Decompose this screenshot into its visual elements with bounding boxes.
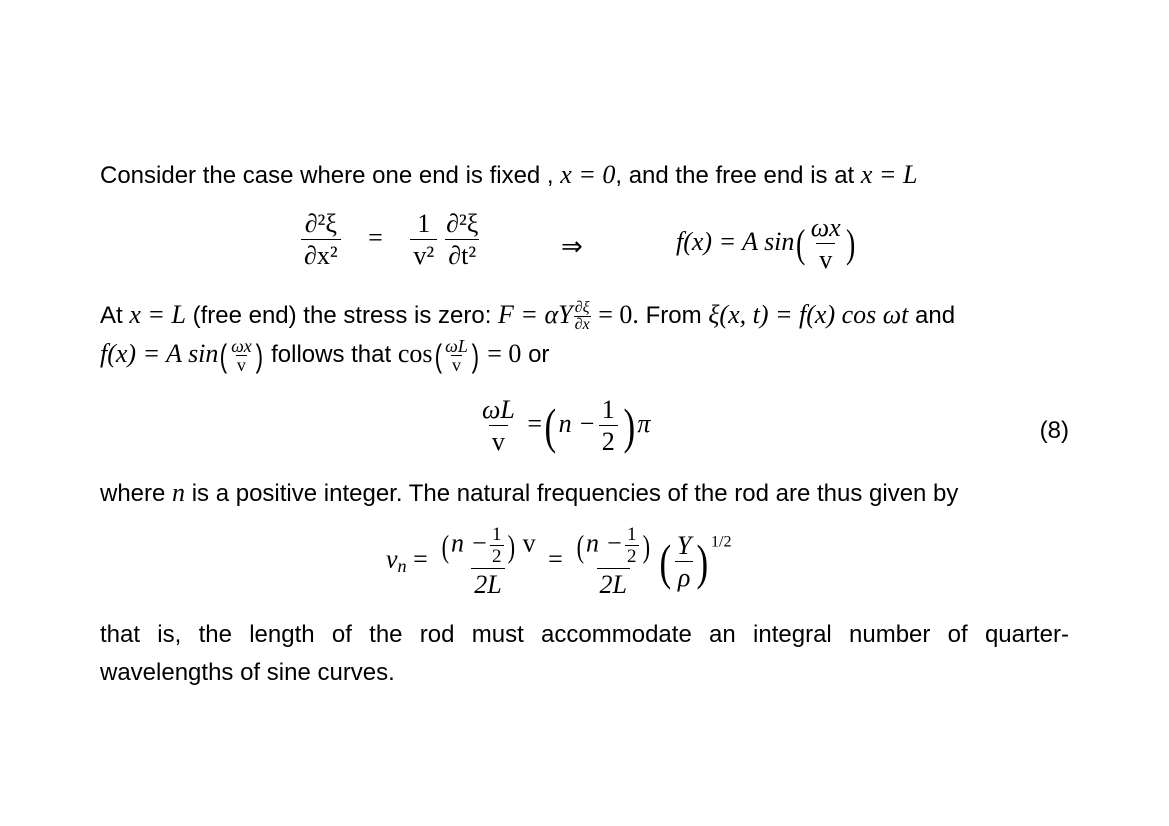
nu-fraction-a (437, 525, 538, 598)
line2-fraction-b (444, 337, 469, 374)
paragraph-intro (100, 160, 917, 191)
nu-a-half-denominator: 2 (492, 546, 502, 567)
line2-math-cos: cos (397, 339, 433, 368)
line2-left-paren-b: ( (434, 337, 442, 374)
ratio-right-paren: ) (696, 533, 709, 590)
line2-right-paren-a: ) (255, 337, 263, 374)
paragraph-conclusion-line2: wavelengths of sine curves. (100, 659, 395, 686)
equation-number-8: (8) (1039, 417, 1069, 444)
equals-sign: = (368, 222, 383, 252)
stress-text-a: At (100, 302, 123, 329)
line2-text-or: or (528, 341, 550, 368)
nu-symbol: ν (386, 544, 398, 574)
eq8-lhs-numerator: ωL (482, 395, 515, 424)
nu-a-right-paren: ) (507, 527, 515, 564)
inv-v2-denominator: v² (410, 239, 437, 269)
right-paren: ) (845, 220, 855, 266)
solution-numerator: ωx (810, 213, 841, 242)
freq-text-a: where (100, 480, 166, 507)
time-derivative-fraction (443, 210, 481, 270)
nu-fraction-b (572, 525, 654, 598)
nu-equals-a: = (413, 544, 428, 574)
frequency-equation (386, 525, 732, 598)
eq8-pi: π (637, 408, 651, 438)
lhs-fraction (301, 210, 341, 270)
equation-8 (476, 396, 650, 456)
freq-math-n: n (172, 478, 186, 507)
line2-fraction-b-denominator: v (452, 355, 462, 376)
solution-equation (676, 214, 857, 274)
nu-b-left-paren: ( (576, 527, 585, 564)
paragraph-conclusion-line1: that is, the length of the rod must accommodate an integral number of quarter- (100, 621, 1069, 648)
stress-text-d: and (915, 302, 956, 329)
nu-a-half (490, 525, 504, 566)
lhs-denominator: ∂x² (301, 239, 341, 269)
solution-denominator: v (816, 243, 835, 273)
line2-equals-zero: = 0 (487, 339, 522, 368)
nu-a-v: v (522, 528, 536, 558)
ratio-numerator: Y (676, 530, 692, 560)
nu-b-right-paren: ) (642, 527, 650, 564)
eq8-lhs-denominator: v (489, 425, 508, 455)
paragraph-stress-line1 (100, 292, 955, 338)
implies-arrow: ⇒ (561, 232, 583, 261)
dx-denominator: ∂x (574, 316, 590, 334)
nu-fraction-a-numerator (437, 525, 538, 568)
nu-b-half-denominator: 2 (627, 546, 637, 567)
stress-text-c: From (645, 302, 702, 329)
ratio-fraction (674, 532, 694, 592)
eq8-equals: = (527, 408, 542, 438)
stress-math-xi: ξ(x, t) = f(x) cos ωt (708, 300, 909, 329)
eq8-n-minus: n − (558, 408, 596, 438)
nu-b-half (625, 525, 639, 566)
line2-left-paren-a: ( (220, 337, 228, 374)
nu-fraction-b-numerator (572, 525, 654, 568)
solution-lhs: f(x) = A sin (676, 226, 795, 256)
intro-text-b: , and the free end is at (615, 162, 855, 189)
line2-fraction-b-numerator: ωL (445, 336, 468, 357)
eq8-half-fraction (599, 396, 618, 456)
paragraph-natural-frequencies (100, 478, 958, 509)
nu-equals-b: = (548, 544, 563, 574)
stress-text-b: (free end) the stress is zero: (192, 302, 492, 329)
eq8-left-paren: ( (544, 397, 557, 454)
stress-math-xL: x = L (129, 300, 186, 329)
intro-text-a: Consider the case where one end is fixed , (100, 162, 554, 189)
nu-a-left-paren: ( (441, 527, 450, 564)
ratio-left-paren: ( (659, 533, 672, 590)
ratio-denominator: ρ (675, 561, 693, 591)
solution-fraction (808, 214, 844, 274)
line2-fraction-a (230, 337, 253, 374)
stress-math-F: F = αY (498, 300, 573, 329)
inv-v2-numerator: 1 (417, 209, 431, 238)
dxi-dx-fraction (574, 300, 591, 333)
dxi-numerator: ∂ξ (574, 299, 590, 317)
left-paren: ( (796, 220, 806, 266)
nu-a-n-minus: n − (450, 528, 489, 558)
nu-fraction-a-denominator: 2L (471, 568, 504, 598)
eq8-half-denominator: 2 (599, 425, 618, 455)
lhs-numerator: ∂²ξ (304, 209, 337, 238)
paragraph-stress-line2 (100, 334, 549, 374)
nu-fraction-b-denominator: 2L (597, 568, 630, 598)
time-derivative-denominator: ∂t² (445, 239, 479, 269)
time-derivative-numerator: ∂²ξ (446, 209, 479, 238)
freq-text-b: is a positive integer. The natural frequencies of the rod are thus given by (191, 480, 959, 507)
line2-fraction-a-numerator: ωx (231, 336, 252, 357)
ratio-exponent: 1/2 (710, 533, 732, 551)
nu-b-n-minus: n − (586, 528, 624, 558)
wave-equation (298, 210, 484, 270)
nu-b-half-numerator: 1 (627, 524, 637, 545)
line2-fraction-a-denominator: v (236, 355, 246, 376)
line2-text-e: follows that (271, 341, 392, 368)
stress-equals-zero: = 0. (598, 300, 639, 329)
line2-right-paren-b: ) (471, 337, 479, 374)
nu-a-half-numerator: 1 (492, 524, 502, 545)
intro-math-x0: x = 0 (560, 160, 616, 189)
line2-math-f: f(x) = A sin (100, 339, 219, 368)
inv-v2-fraction (410, 210, 437, 270)
intro-math-xL: x = L (860, 160, 918, 189)
eq8-half-numerator: 1 (601, 395, 615, 424)
nu-subscript: n (397, 556, 407, 577)
eq8-right-paren: ) (623, 397, 635, 454)
eq8-lhs-fraction (479, 396, 518, 456)
